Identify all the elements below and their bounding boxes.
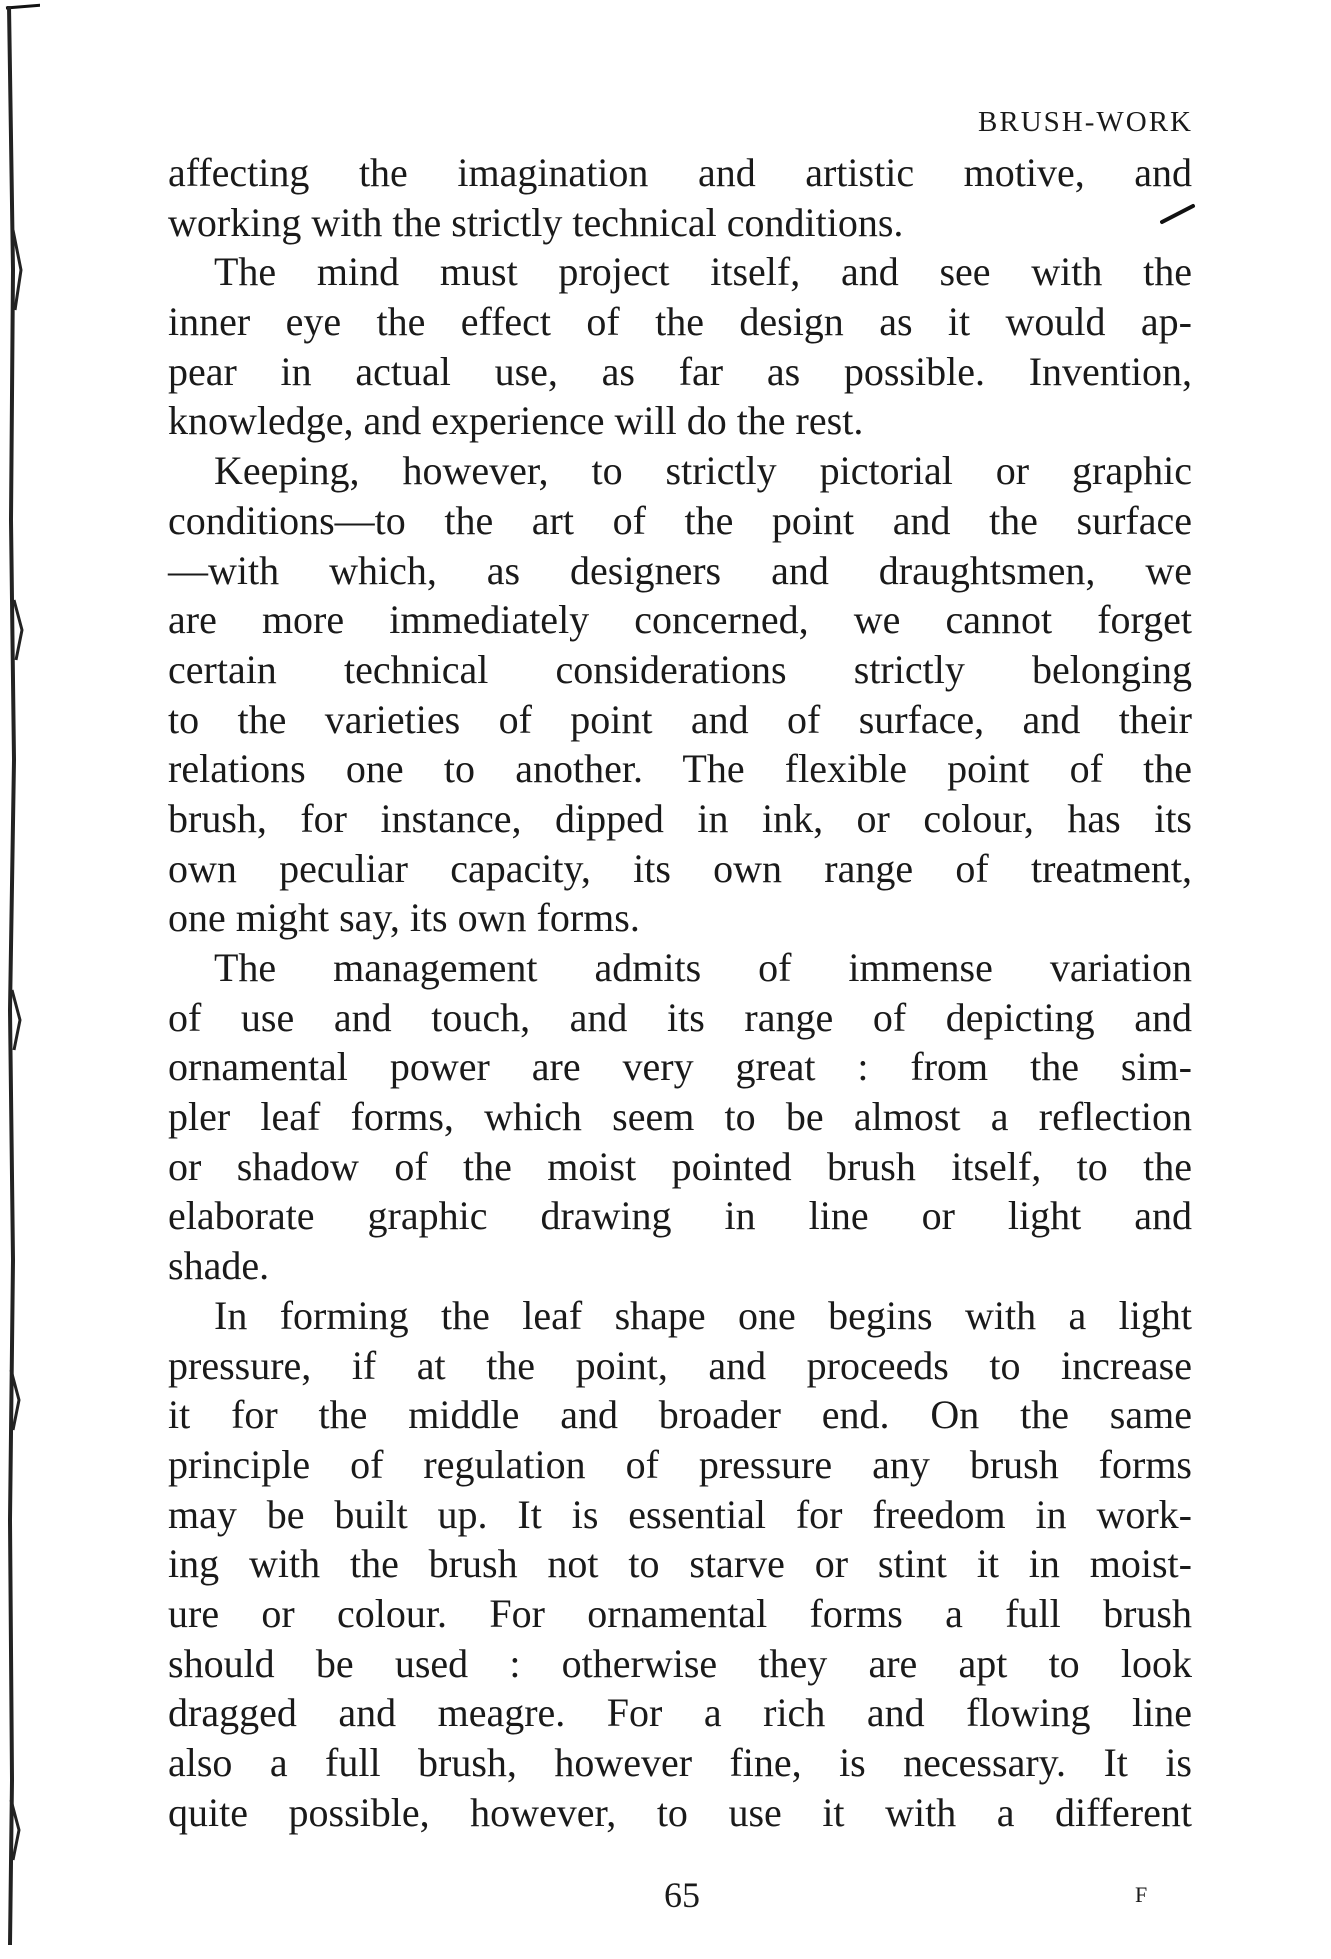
text-line: should be used : otherwise they are apt to look bbox=[168, 1640, 1192, 1686]
text-line: The mind must project itself, and see with the bbox=[214, 249, 1192, 295]
text-line: working with the strictly technical conditions. bbox=[168, 199, 904, 245]
body-text bbox=[168, 148, 1192, 1837]
text-line: of use and touch, and its range of depicting and bbox=[168, 994, 1192, 1040]
text-line: pressure, if at the point, and proceeds to increase bbox=[168, 1342, 1192, 1388]
text-line: The management admits of immense variation bbox=[214, 945, 1192, 990]
text-line: inner eye the effect of the design as it would ap- bbox=[168, 299, 1192, 345]
text-line: certain technical considerations strictly belonging bbox=[168, 646, 1192, 692]
text-line: Keeping, however, to strictly pictorial or graphic bbox=[214, 448, 1192, 494]
text-line: brush, for instance, dipped in ink, or colour, has its bbox=[168, 795, 1192, 841]
text-line: relations one to another. The flexible point of the bbox=[168, 746, 1192, 792]
text-line: elaborate graphic drawing in line or light and bbox=[168, 1193, 1192, 1239]
text-line: or shadow of the moist pointed brush itself, to the bbox=[168, 1143, 1192, 1189]
text-line: pear in actual use, as far as possible. Invention, bbox=[168, 348, 1192, 394]
text-line: pler leaf forms, which seem to be almost a reflection bbox=[168, 1094, 1192, 1140]
text-line: are more immediately concerned, we cannot forget bbox=[168, 597, 1192, 643]
text-line: knowledge, and experience will do the rest. bbox=[168, 398, 864, 444]
text-line: own peculiar capacity, its own range of treatment, bbox=[168, 845, 1192, 891]
page-number: 65 bbox=[664, 1875, 700, 1915]
text-line: dragged and meagre. For a rich and flowing line bbox=[168, 1690, 1192, 1736]
text-line: quite possible, however, to use it with a different bbox=[168, 1789, 1192, 1835]
running-head: BRUSH-WORK bbox=[978, 106, 1193, 138]
text-line: may be built up. It is essential for freedom in work- bbox=[168, 1491, 1192, 1537]
text-line: ure or colour. For ornamental forms a full brush bbox=[168, 1590, 1192, 1636]
text-line: to the varieties of point and of surface, and their bbox=[168, 696, 1192, 742]
text-line: In forming the leaf shape one begins with a light bbox=[214, 1292, 1192, 1338]
text-line: also a full brush, however fine, is necessary. It is bbox=[168, 1740, 1192, 1785]
binding-gutter-line bbox=[0, 0, 40, 1959]
text-line: one might say, its own forms. bbox=[168, 895, 640, 941]
text-line: ing with the brush not to starve or stint it in moist- bbox=[168, 1541, 1192, 1587]
text-line: principle of regulation of pressure any brush forms bbox=[168, 1441, 1192, 1487]
text-line: shade. bbox=[168, 1243, 270, 1289]
text-line: it for the middle and broader end. On the same bbox=[168, 1392, 1192, 1438]
text-line: conditions—to the art of the point and the surface bbox=[168, 497, 1192, 543]
text-line: affecting the imagination and artistic motive, and bbox=[168, 150, 1192, 195]
text-line: —with which, as designers and draughtsmen, we bbox=[168, 547, 1192, 593]
signature-mark: F bbox=[1135, 1882, 1148, 1907]
text-line: ornamental power are very great : from the sim- bbox=[168, 1044, 1192, 1090]
